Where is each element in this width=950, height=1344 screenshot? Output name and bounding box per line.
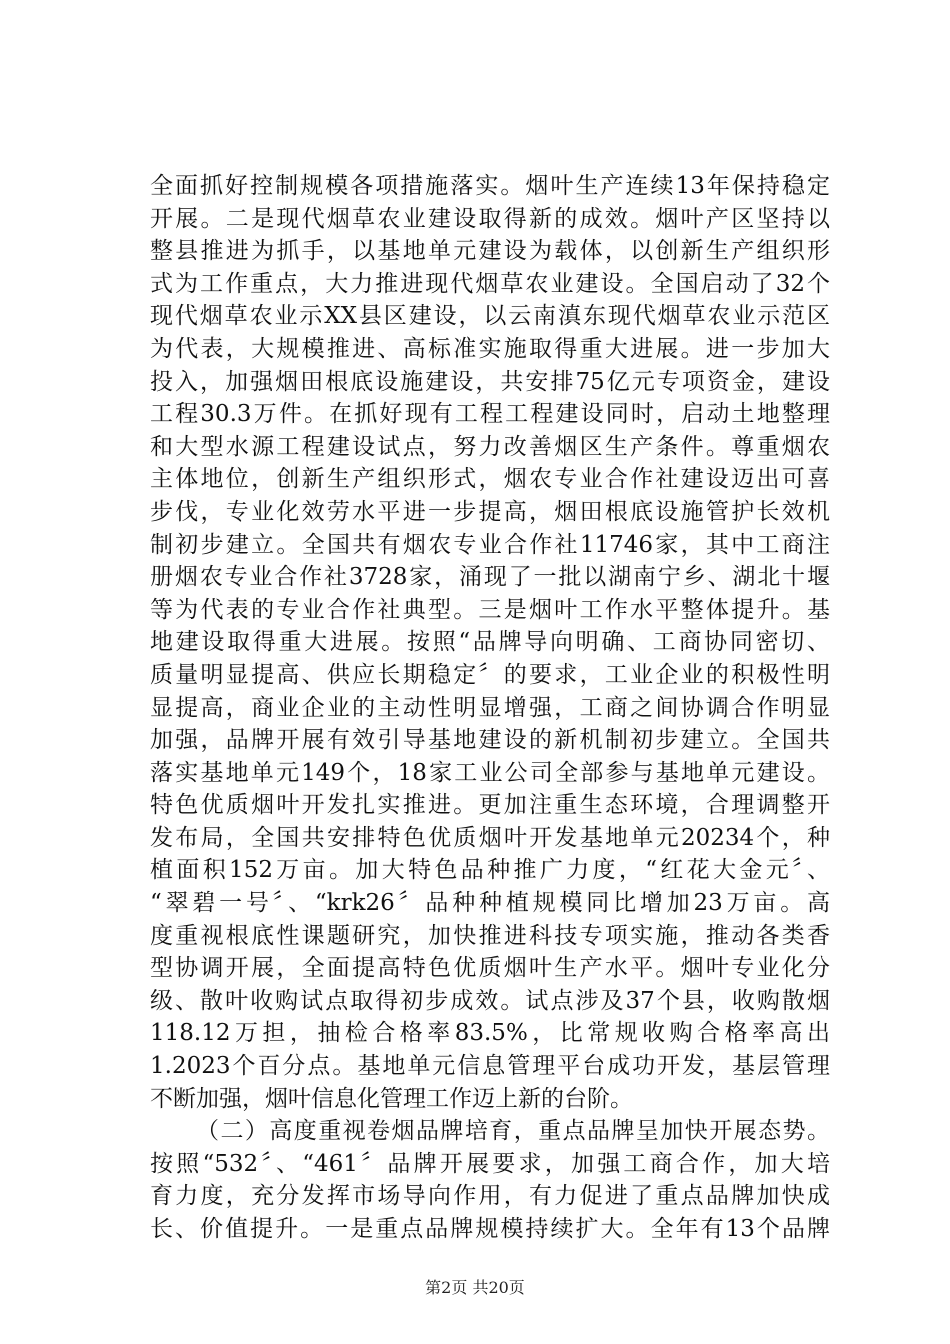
text-line-15: 地建设取得重大进展。按照“品牌导向明确、工商协同密切、 xyxy=(150,629,830,656)
text-line-13: 册烟农专业合作社3728家，涌现了一批以湖南宁乡、湖北十堰 xyxy=(150,564,830,591)
text-line-25: 型协调开展，全面提高特色优质烟叶生产水平。烟叶专业化分 xyxy=(150,955,830,982)
page-number-footer: 第2页 共20页 xyxy=(425,1278,525,1297)
text-line-5: 现代烟草农业示XX县区建设，以云南滇东现代烟草农业示范区 xyxy=(150,303,830,330)
text-line-27: 118.12万担，抽检合格率83.5%，比常规收购合格率高出 xyxy=(150,1020,830,1047)
text-line-8: 工程30.3万件。在抓好现有工程工程建设同时，启动土地整理 xyxy=(150,401,830,428)
section-heading-line: （二）高度重视卷烟品牌培育，重点品牌呈加快开展态势。 xyxy=(196,1118,830,1145)
text-line-7: 投入，加强烟田根底设施建设，共安排75亿元专项资金，建设 xyxy=(150,368,830,395)
text-line-19: 落实基地单元149个，18家工业公司全部参与基地单元建设。 xyxy=(150,759,830,786)
text-line-14: 等为代表的专业合作社典型。三是烟叶工作水平整体提升。基 xyxy=(150,596,830,623)
text-line-6: 为代表，大规模推进、高标准实施取得重大进展。进一步加大 xyxy=(150,335,830,362)
text-line-1: 全面抓好控制规模各项措施落实。烟叶生产连续13年保持稳定 xyxy=(150,173,830,199)
text-line-2: 开展。二是现代烟草农业建设取得新的成效。烟叶产区坚持以 xyxy=(150,205,830,232)
text-line-22: 植面积152万亩。加大特色品种推广力度，“红花大金元〞、 xyxy=(150,857,830,884)
text-line-12: 制初步建立。全国共有烟农专业合作社11746家，其中工商注 xyxy=(150,531,830,558)
text-line-24: 度重视根底性课题研究，加快推进科技专项实施，推动各类香 xyxy=(150,922,830,949)
text-line-28: 1.2023个百分点。基地单元信息管理平台成功开发，基层管理 xyxy=(150,1053,830,1080)
text-line-4: 式为工作重点，大力推进现代烟草农业建设。全国启动了32个 xyxy=(150,270,830,297)
text-line-16: 质量明显提高、供应长期稳定〞的要求，工业企业的积极性明 xyxy=(150,661,830,688)
text-line-11: 步伐，专业化效劳水平进一步提高，烟田根底设施管护长效机 xyxy=(150,498,830,525)
text-line-31: 按照“532〞、“461〞品牌开展要求，加强工商合作，加大培 xyxy=(150,1150,830,1177)
text-line-20: 特色优质烟叶开发扎实推进。更加注重生态环境，合理调整开 xyxy=(150,792,830,819)
text-line-23: “翠碧一号〞、“krk26〞品种种植规模同比增加23万亩。高 xyxy=(150,890,830,917)
body-text xyxy=(150,170,830,1246)
text-line-17: 显提高，商业企业的主动性明显增强，工商之间协调合作明显 xyxy=(150,694,830,721)
text-line-18: 加强，品牌开展有效引导基地建设的新机制初步建立。全国共 xyxy=(150,727,830,754)
text-line-21: 发布局，全国共安排特色优质烟叶开发基地单元20234个，种 xyxy=(150,824,830,851)
text-line-9: 和大型水源工程建设试点，努力改善烟区生产条件。尊重烟农 xyxy=(150,433,830,460)
text-line-33: 长、价值提升。一是重点品牌规模持续扩大。全年有13个品牌 xyxy=(150,1216,830,1242)
text-line-10: 主体地位，创新生产组织形式，烟农专业合作社建设迈出可喜 xyxy=(150,466,830,493)
text-line-32: 育力度，充分发挥市场导向作用，有力促进了重点品牌加快成 xyxy=(150,1183,830,1210)
text-line-29: 不断加强，烟叶信息化管理工作迈上新的台阶。 xyxy=(150,1085,633,1112)
text-line-3: 整县推进为抓手，以基地单元建设为载体，以创新生产组织形 xyxy=(150,238,830,265)
text-line-26: 级、散叶收购试点取得初步成效。试点涉及37个县，收购散烟 xyxy=(150,987,830,1014)
